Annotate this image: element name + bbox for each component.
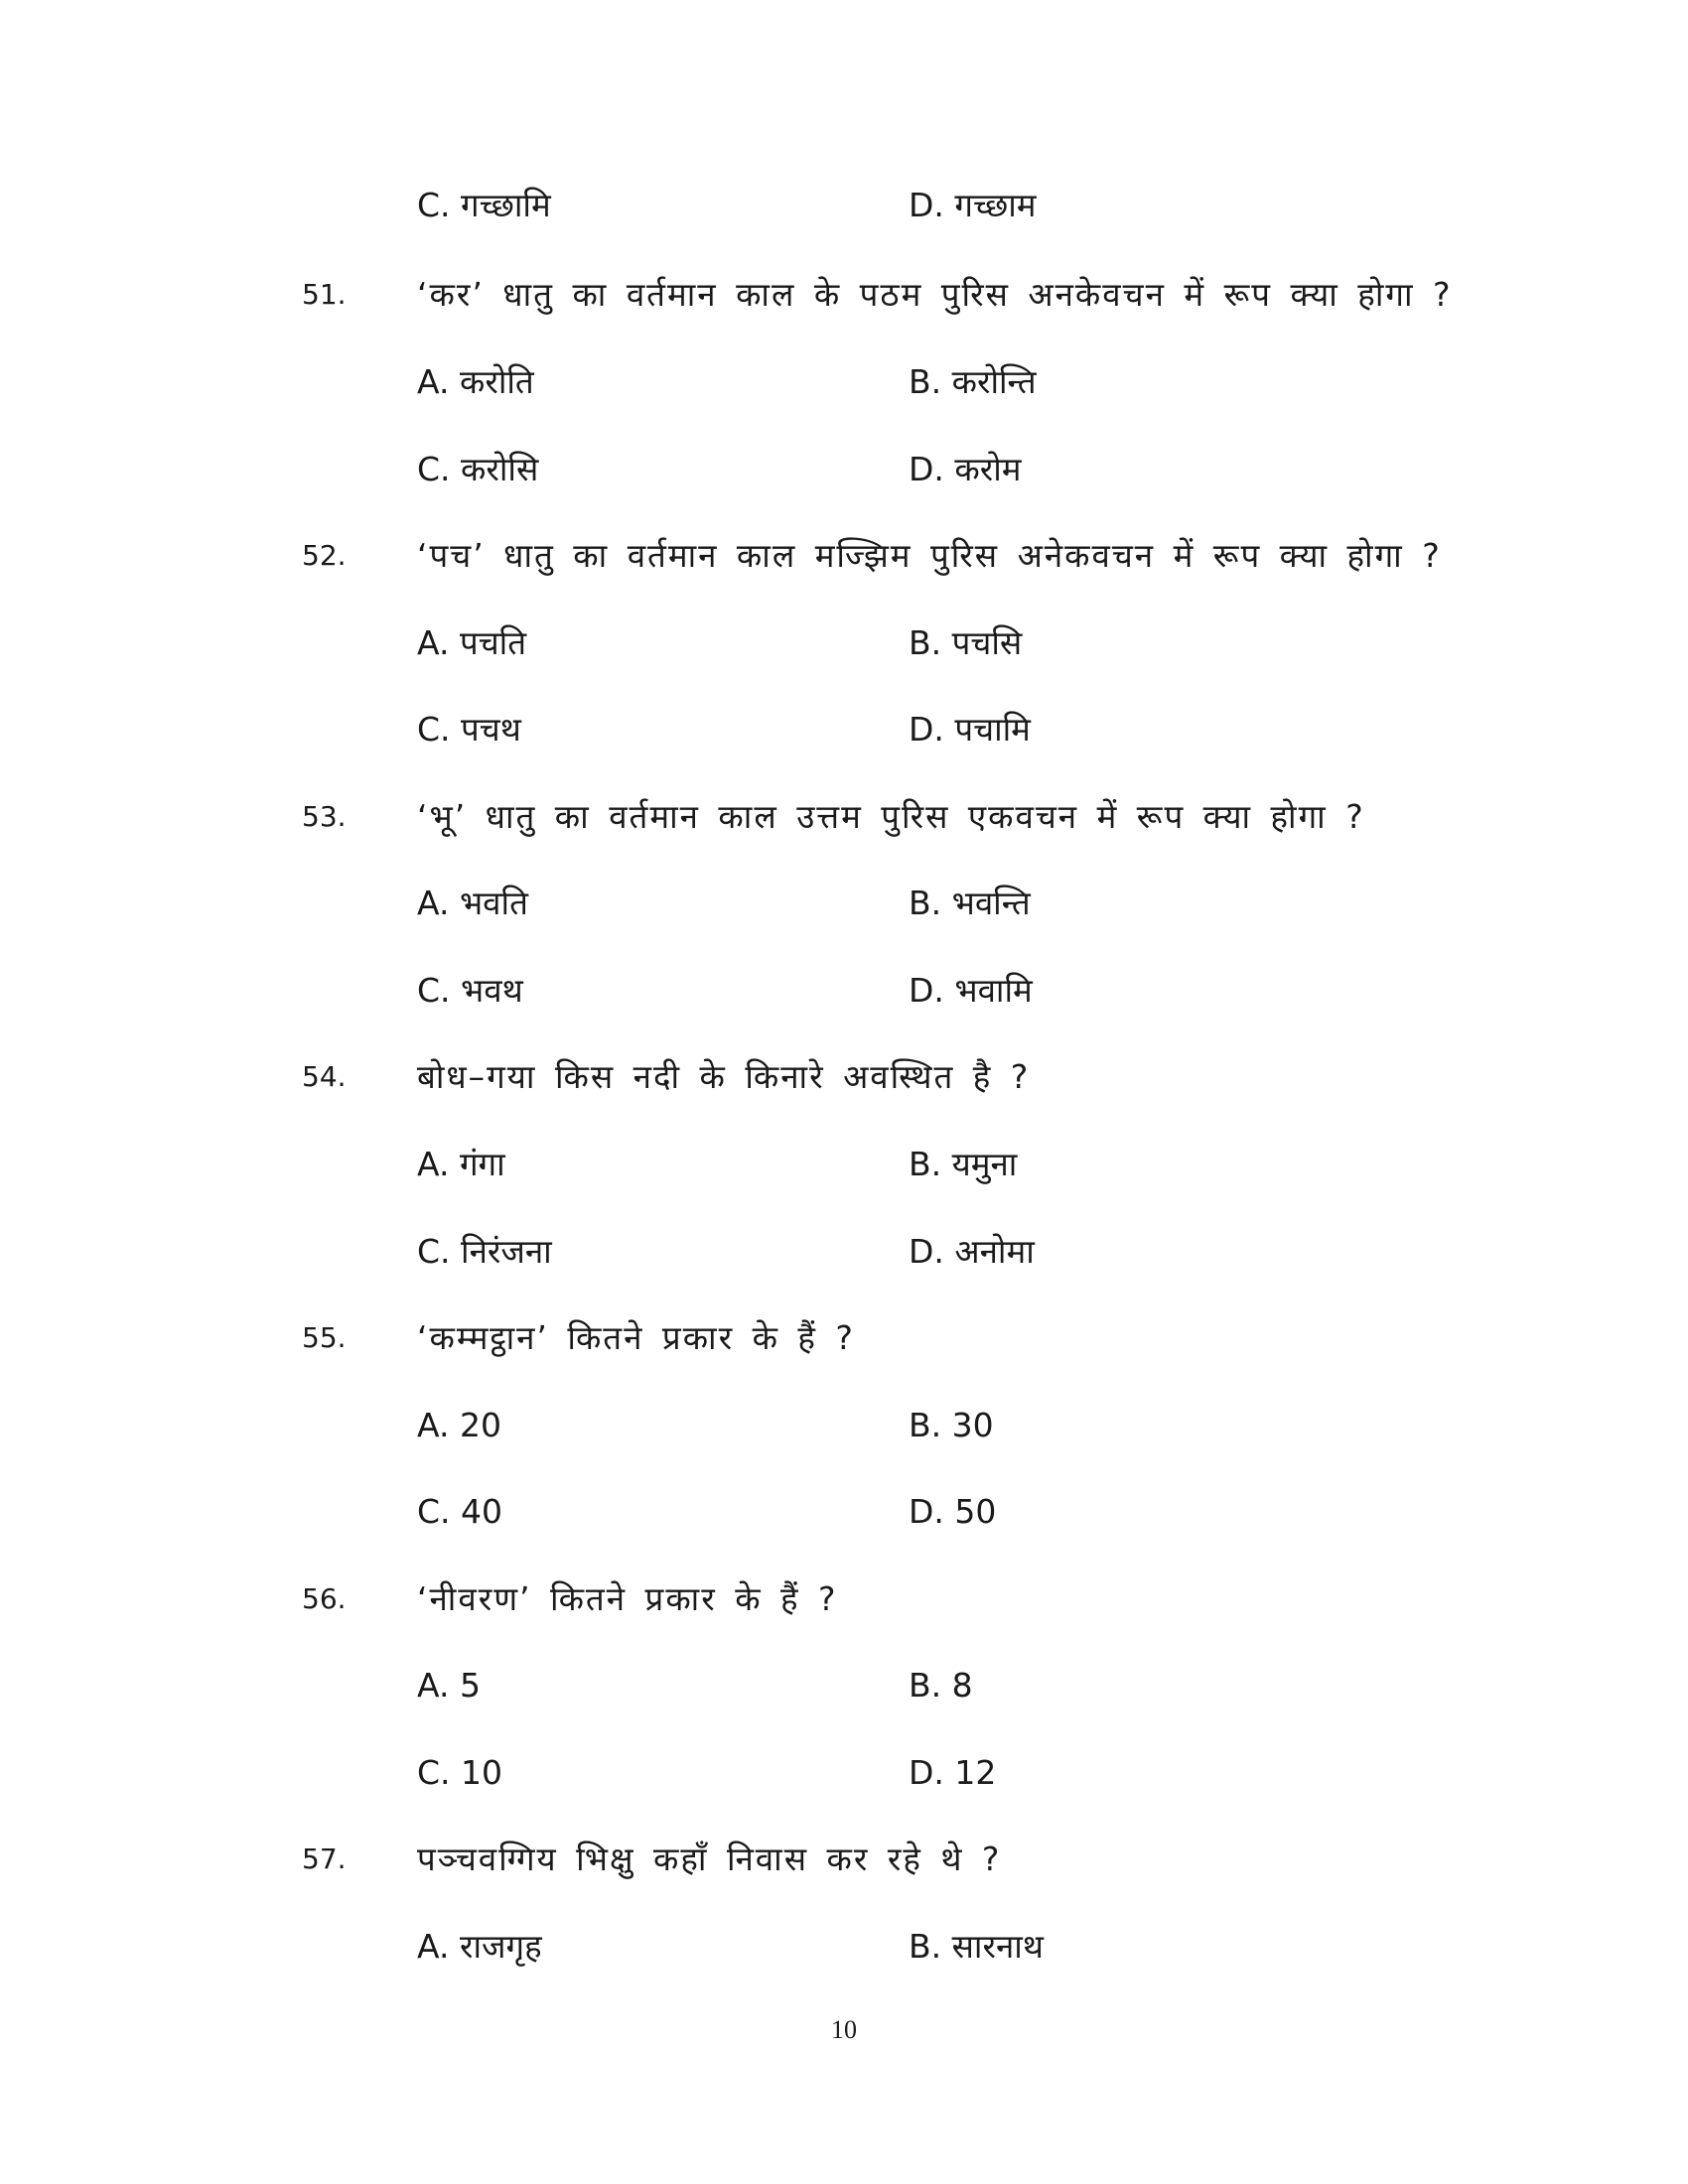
page-number: 10 [831,2015,857,2044]
option-d: D. 50 [909,1492,997,1531]
question-text: ‘पच’ धातु का वर्तमान काल मज्झिम पुरिस अनेकवचन में रूप क्या होगा ? [417,536,1442,575]
option-d: D. गच्छाम [909,186,1037,224]
option-b: B. भवन्ति [909,884,1031,922]
question-number: 57. [302,1843,347,1875]
option-c: C. गच्छामि [417,186,551,224]
option-a: A. भवति [417,884,528,922]
question-number: 56. [302,1582,347,1615]
option-c: C. 10 [417,1753,503,1792]
option-d: D. करोम [909,450,1022,488]
option-c: C. 40 [417,1492,503,1531]
question-number: 55. [302,1321,347,1354]
option-a: A. करोति [417,362,534,401]
question-text: ‘कम्मट्ठान’ कितने प्रकार के हैं ? [417,1318,855,1357]
option-b: B. करोन्ति [909,362,1037,401]
option-a: A. 5 [417,1666,481,1705]
option-a: A. गंगा [417,1145,505,1183]
question-number: 53. [302,800,347,833]
option-b: B. पचसि [909,623,1023,662]
option-c: C. करोसि [417,450,539,488]
option-c: C. पचथ [417,710,521,749]
option-a: A. 20 [417,1406,501,1444]
question-number: 52. [302,539,347,572]
question-text: ‘नीवरण’ कितने प्रकार के हैं ? [417,1579,838,1618]
option-b: B. 8 [909,1666,973,1705]
question-text: पञ्चवग्गिय भिक्षु कहाँ निवास कर रहे थे ? [417,1840,1002,1878]
option-c: C. निरंजना [417,1232,552,1271]
option-d: D. अनोमा [909,1232,1035,1271]
option-b: B. 30 [909,1406,994,1444]
question-text: ‘भू’ धातु का वर्तमान काल उत्तम पुरिस एकवचन में रूप क्या होगा ? [417,797,1365,836]
option-d: D. पचामि [909,710,1031,749]
question-text: बोध–गया किस नदी के किनारे अवस्थित है ? [417,1057,1031,1096]
question-number: 54. [302,1060,347,1093]
question-number: 51. [302,278,347,311]
option-b: B. सारनाथ [909,1927,1044,1966]
question-text: ‘कर’ धातु का वर्तमान काल के पठम पुरिस अनकेवचन में रूप क्या होगा ? [417,275,1453,314]
option-c: C. भवथ [417,971,523,1010]
option-d: D. भवामि [909,971,1033,1010]
option-a: A. पचति [417,623,527,662]
option-d: D. 12 [909,1753,997,1792]
option-b: B. यमुना [909,1145,1018,1183]
option-a: A. राजगृह [417,1927,542,1966]
